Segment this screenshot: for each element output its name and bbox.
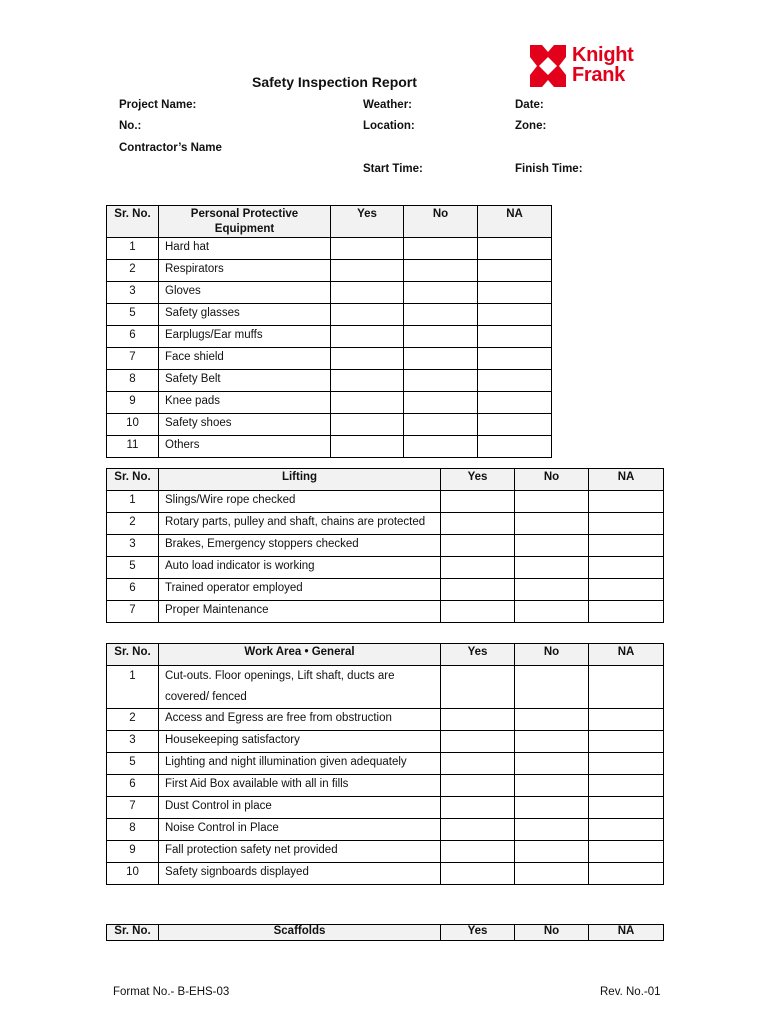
table-row: [107, 414, 552, 436]
item-cell: Housekeeping satisfactory: [159, 731, 441, 753]
na-cell[interactable]: [589, 753, 664, 775]
item-cell: Brakes, Emergency stoppers checked: [159, 535, 441, 557]
location-label: Location:: [363, 120, 415, 132]
zone-label: Zone:: [515, 120, 547, 132]
weather-label: Weather:: [363, 99, 412, 111]
col-sr-no: Sr. No.: [107, 469, 159, 491]
item-cell: Trained operator employed: [159, 579, 441, 601]
table-row: [107, 841, 664, 863]
na-cell[interactable]: [589, 579, 664, 601]
logo-mark-icon: [530, 45, 566, 87]
finish-time-label: Finish Time:: [515, 163, 583, 175]
item-cell: Hard hat: [159, 238, 331, 260]
no-cell[interactable]: [404, 370, 478, 392]
item-cell: Safety signboards displayed: [159, 863, 441, 885]
table-row: [107, 775, 664, 797]
na-cell[interactable]: [589, 601, 664, 623]
table-row: [107, 436, 552, 458]
yes-cell[interactable]: [331, 260, 404, 282]
na-cell[interactable]: [478, 326, 552, 348]
no-cell[interactable]: [404, 326, 478, 348]
sr-no-cell: 8: [107, 370, 159, 392]
no-cell[interactable]: [515, 666, 589, 709]
sr-no-cell: 7: [107, 797, 159, 819]
col-yes: Yes: [441, 469, 515, 491]
yes-cell[interactable]: [331, 238, 404, 260]
item-cell: Respirators: [159, 260, 331, 282]
item-cell: Face shield: [159, 348, 331, 370]
no-cell[interactable]: [515, 797, 589, 819]
col-item: Personal Protective Equipment: [159, 206, 331, 238]
col-na: NA: [589, 644, 664, 666]
na-cell[interactable]: [589, 666, 664, 709]
no-cell[interactable]: [404, 392, 478, 414]
col-no: No: [515, 925, 589, 941]
item-cell: Proper Maintenance: [159, 601, 441, 623]
col-na: NA: [589, 925, 664, 941]
project-name-label: Project Name:: [119, 99, 197, 111]
na-cell[interactable]: [589, 797, 664, 819]
table-row: [107, 304, 552, 326]
col-no: No: [515, 644, 589, 666]
col-na: NA: [478, 206, 552, 238]
yes-cell[interactable]: [331, 282, 404, 304]
yes-cell[interactable]: [441, 666, 515, 709]
yes-cell[interactable]: [441, 841, 515, 863]
lifting-table-body: [107, 491, 664, 623]
table-row: [107, 513, 664, 535]
sr-no-cell: 9: [107, 841, 159, 863]
no-cell[interactable]: [404, 282, 478, 304]
col-sr-no: Sr. No.: [107, 206, 159, 238]
no-cell[interactable]: [515, 557, 589, 579]
table-row: [107, 797, 664, 819]
no-cell[interactable]: [515, 753, 589, 775]
sr-no-cell: 1: [107, 238, 159, 260]
no-cell[interactable]: [515, 513, 589, 535]
col-yes: Yes: [441, 644, 515, 666]
yes-cell[interactable]: [441, 819, 515, 841]
no-cell[interactable]: [404, 436, 478, 458]
yes-cell[interactable]: [331, 326, 404, 348]
item-cell: Cut-outs. Floor openings, Lift shaft, ducts are covered/ fenced: [159, 666, 441, 709]
yes-cell[interactable]: [331, 348, 404, 370]
sr-no-cell: 8: [107, 819, 159, 841]
table-row: [107, 557, 664, 579]
yes-cell[interactable]: [331, 304, 404, 326]
yes-cell[interactable]: [441, 775, 515, 797]
no-cell[interactable]: [515, 841, 589, 863]
na-cell[interactable]: [478, 414, 552, 436]
yes-cell[interactable]: [441, 731, 515, 753]
sr-no-cell: 3: [107, 282, 159, 304]
ppe-table: [106, 205, 552, 458]
na-cell[interactable]: [589, 841, 664, 863]
na-cell[interactable]: [589, 535, 664, 557]
na-cell[interactable]: [589, 731, 664, 753]
yes-cell[interactable]: [441, 491, 515, 513]
na-cell[interactable]: [589, 491, 664, 513]
na-cell[interactable]: [589, 709, 664, 731]
sr-no-cell: 6: [107, 326, 159, 348]
scaffolds-table: [106, 924, 664, 941]
sr-no-cell: 6: [107, 775, 159, 797]
na-cell[interactable]: [478, 260, 552, 282]
sr-no-cell: 10: [107, 863, 159, 885]
yes-cell[interactable]: [331, 392, 404, 414]
no-cell[interactable]: [404, 414, 478, 436]
sr-no-cell: 11: [107, 436, 159, 458]
item-cell: Gloves: [159, 282, 331, 304]
no-cell[interactable]: [515, 579, 589, 601]
col-yes: Yes: [331, 206, 404, 238]
no-cell[interactable]: [515, 601, 589, 623]
table-header-row: [107, 644, 664, 666]
sr-no-cell: 3: [107, 731, 159, 753]
na-cell[interactable]: [478, 436, 552, 458]
table-row: [107, 535, 664, 557]
item-cell: Lighting and night illumination given adequately: [159, 753, 441, 775]
col-yes: Yes: [441, 925, 515, 941]
table-row: [107, 260, 552, 282]
yes-cell[interactable]: [441, 535, 515, 557]
sr-no-cell: 2: [107, 709, 159, 731]
format-number: Format No.- B-EHS-03: [113, 986, 230, 998]
table-row: [107, 370, 552, 392]
sr-no-cell: 3: [107, 535, 159, 557]
yes-cell[interactable]: [441, 797, 515, 819]
yes-cell[interactable]: [331, 436, 404, 458]
sr-no-cell: 2: [107, 260, 159, 282]
work-area-table: [106, 643, 664, 885]
na-cell[interactable]: [478, 238, 552, 260]
sr-no-cell: 2: [107, 513, 159, 535]
col-item: Scaffolds: [159, 925, 441, 941]
logo-text: [572, 45, 634, 85]
table-row: [107, 819, 664, 841]
na-cell[interactable]: [478, 392, 552, 414]
table-row: [107, 348, 552, 370]
yes-cell[interactable]: [441, 863, 515, 885]
yes-cell[interactable]: [441, 513, 515, 535]
na-cell[interactable]: [589, 863, 664, 885]
table-row: [107, 238, 552, 260]
ppe-table-body: [107, 238, 552, 458]
na-cell[interactable]: [478, 348, 552, 370]
col-na: NA: [589, 469, 664, 491]
sr-no-cell: 7: [107, 601, 159, 623]
table-header-row: [107, 925, 664, 941]
no-cell[interactable]: [515, 491, 589, 513]
col-item: Work Area • General: [159, 644, 441, 666]
yes-cell[interactable]: [331, 414, 404, 436]
item-cell: Safety glasses: [159, 304, 331, 326]
logo-line-1: Knight: [572, 44, 634, 66]
table-row: [107, 709, 664, 731]
table-row: [107, 392, 552, 414]
contractor-label: Contractor’s Name: [119, 142, 222, 154]
yes-cell[interactable]: [441, 709, 515, 731]
logo-line-2: Frank: [572, 64, 625, 86]
item-cell: Auto load indicator is working: [159, 557, 441, 579]
na-cell[interactable]: [478, 304, 552, 326]
no-label: No.:: [119, 120, 142, 132]
col-no: No: [515, 469, 589, 491]
revision-number: Rev. No.-01: [600, 986, 661, 998]
sr-no-cell: 5: [107, 557, 159, 579]
na-cell[interactable]: [589, 513, 664, 535]
start-time-label: Start Time:: [363, 163, 423, 175]
table-row: [107, 601, 664, 623]
table-row: [107, 863, 664, 885]
no-cell[interactable]: [515, 535, 589, 557]
item-cell: Rotary parts, pulley and shaft, chains are protected: [159, 513, 441, 535]
no-cell[interactable]: [515, 819, 589, 841]
col-sr-no: Sr. No.: [107, 925, 159, 941]
yes-cell[interactable]: [441, 579, 515, 601]
page-title: Safety Inspection Report: [252, 74, 417, 90]
na-cell[interactable]: [478, 370, 552, 392]
na-cell[interactable]: [589, 819, 664, 841]
date-label: Date:: [515, 99, 544, 111]
yes-cell[interactable]: [441, 753, 515, 775]
no-cell[interactable]: [404, 304, 478, 326]
item-cell: Noise Control in Place: [159, 819, 441, 841]
table-row: [107, 753, 664, 775]
item-cell: Safety Belt: [159, 370, 331, 392]
sr-no-cell: 5: [107, 753, 159, 775]
item-cell: Knee pads: [159, 392, 331, 414]
table-row: [107, 666, 664, 709]
item-cell: Earplugs/Ear muffs: [159, 326, 331, 348]
sr-no-cell: 7: [107, 348, 159, 370]
no-cell[interactable]: [404, 260, 478, 282]
lifting-table: [106, 468, 664, 623]
sr-no-cell: 1: [107, 491, 159, 513]
knight-frank-logo: [530, 45, 650, 91]
sr-no-cell: 1: [107, 666, 159, 709]
no-cell[interactable]: [515, 709, 589, 731]
item-cell: Dust Control in place: [159, 797, 441, 819]
no-cell[interactable]: [404, 238, 478, 260]
sr-no-cell: 9: [107, 392, 159, 414]
col-sr-no: Sr. No.: [107, 644, 159, 666]
yes-cell[interactable]: [441, 601, 515, 623]
no-cell[interactable]: [515, 731, 589, 753]
work-area-table-body: [107, 666, 664, 885]
table-row: [107, 491, 664, 513]
sr-no-cell: 6: [107, 579, 159, 601]
no-cell[interactable]: [515, 863, 589, 885]
na-cell[interactable]: [589, 557, 664, 579]
item-cell: Safety shoes: [159, 414, 331, 436]
item-cell: Access and Egress are free from obstruction: [159, 709, 441, 731]
na-cell[interactable]: [589, 775, 664, 797]
yes-cell[interactable]: [331, 370, 404, 392]
col-no: No: [404, 206, 478, 238]
table-row: [107, 731, 664, 753]
table-header-row: [107, 469, 664, 491]
table-header-row: [107, 206, 552, 238]
table-row: [107, 282, 552, 304]
col-item: Lifting: [159, 469, 441, 491]
table-row: [107, 579, 664, 601]
item-cell: Others: [159, 436, 331, 458]
table-row: [107, 326, 552, 348]
no-cell[interactable]: [515, 775, 589, 797]
item-cell: First Aid Box available with all in fills: [159, 775, 441, 797]
sr-no-cell: 5: [107, 304, 159, 326]
na-cell[interactable]: [478, 282, 552, 304]
yes-cell[interactable]: [441, 557, 515, 579]
item-cell: Slings/Wire rope checked: [159, 491, 441, 513]
sr-no-cell: 10: [107, 414, 159, 436]
no-cell[interactable]: [404, 348, 478, 370]
item-cell: Fall protection safety net provided: [159, 841, 441, 863]
